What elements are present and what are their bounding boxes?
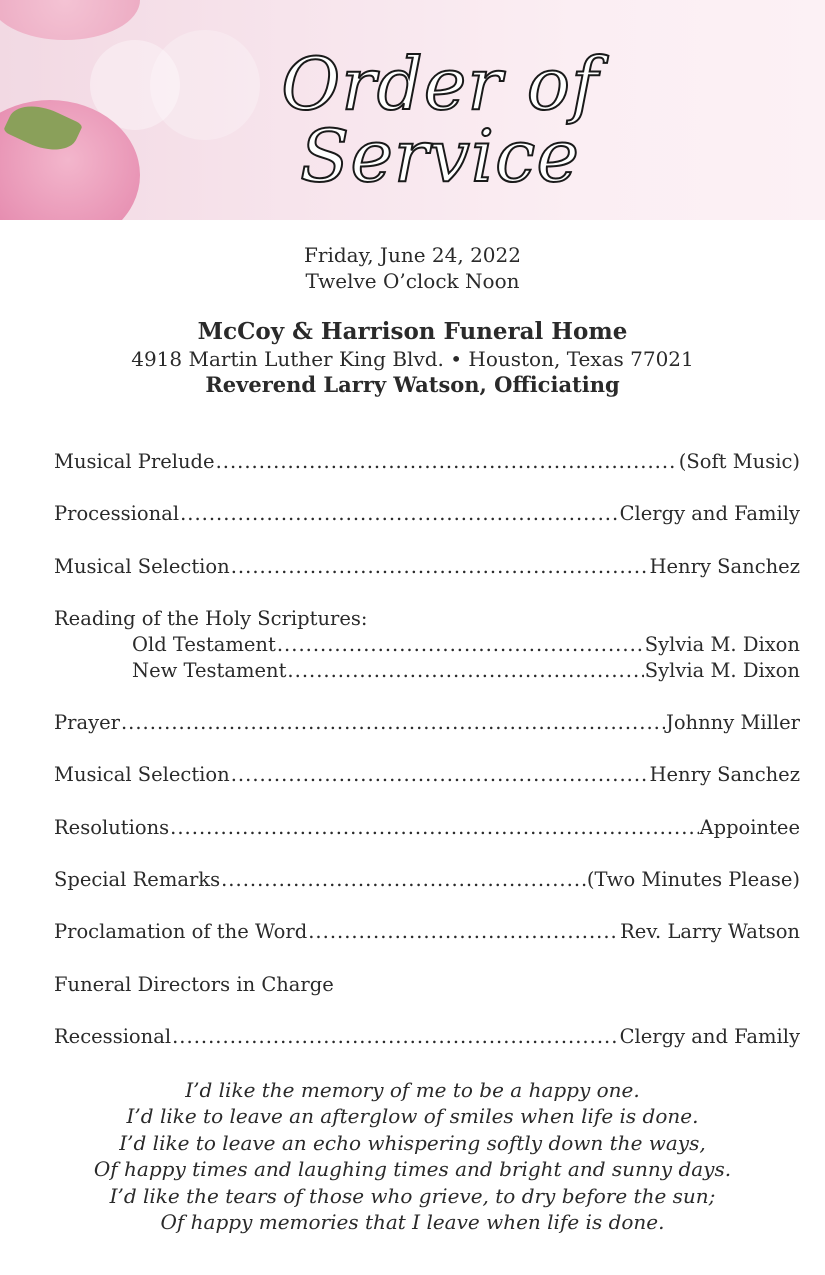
program-item-value: Appointee <box>699 815 800 839</box>
program-item-prelude <box>54 449 800 475</box>
program-item-label: Reading of the Holy Scriptures: <box>54 606 368 630</box>
poem-line: I’d like the tears of those who grieve, to dry before the sun; <box>109 1183 716 1208</box>
program-item-scripture-heading <box>54 606 800 632</box>
program-item-value: Clergy and Family <box>619 1024 800 1048</box>
program-list <box>54 449 800 1050</box>
program-item-value: (Soft Music) <box>678 450 800 473</box>
program-item-selection <box>54 762 800 788</box>
program-item-directors <box>54 972 800 998</box>
program-item-value: Johnny Miller <box>666 711 800 735</box>
dot-leader <box>216 449 678 475</box>
funeral-home-address: 4918 Martin Luther King Blvd. • Houston, Texas 77021 <box>131 347 694 371</box>
program-item-value: Clergy and Family <box>619 502 800 526</box>
officiant: Reverend Larry Watson, Officiating <box>205 372 620 397</box>
program-item-proclamation <box>54 919 800 945</box>
program-item-label: Old Testament <box>132 632 276 656</box>
poem-line: Of happy memories that I leave when life is done. <box>160 1210 665 1235</box>
dot-leader <box>231 554 649 580</box>
program-item-old-testament <box>54 632 800 658</box>
header-banner <box>0 0 825 220</box>
program-item-value: Sylvia M. Dixon <box>644 658 800 682</box>
program-item-new-testament <box>54 658 800 684</box>
page-title: Order of Service <box>281 42 599 198</box>
dot-leader <box>277 632 644 658</box>
service-time: Twelve O’clock Noon <box>305 269 520 293</box>
dot-leader <box>308 919 619 945</box>
program-item-label: Musical Selection <box>54 554 230 578</box>
program-item-label: Prayer <box>54 711 120 735</box>
poem-line: I’d like to leave an afterglow of smiles when life is done. <box>126 1104 699 1129</box>
poem-line: I’d like to leave an echo whispering softly down the ways, <box>119 1130 706 1155</box>
poem-line: I’d like the memory of me to be a happy one. <box>185 1078 640 1102</box>
program-item-value: Sylvia M. Dixon <box>644 632 800 656</box>
program-item-value: Rev. Larry Watson <box>620 920 800 944</box>
program-item-recessional <box>54 1024 800 1050</box>
service-date: Friday, June 24, 2022 <box>304 243 521 267</box>
flower-bud-icon <box>0 0 140 40</box>
dot-leader <box>180 501 619 527</box>
program-item-value: Henry Sanchez <box>649 763 800 787</box>
dot-leader <box>172 1024 618 1050</box>
program-item-label: Musical Selection <box>54 763 230 787</box>
program-item-label: Special Remarks <box>54 868 221 892</box>
program-item-label: New Testament <box>132 658 287 682</box>
program-item-label: Musical Prelude <box>54 450 215 473</box>
program-item-resolutions <box>54 815 800 841</box>
dot-leader <box>231 762 649 788</box>
poem-line: Of happy times and laughing times and bright and sunny days. <box>93 1157 732 1182</box>
dot-leader <box>221 867 586 893</box>
dot-leader <box>287 658 643 684</box>
program-item-label: Proclamation of the Word <box>54 920 308 944</box>
funeral-home-name: McCoy & Harrison Funeral Home <box>197 318 628 345</box>
program-item-processional <box>54 501 800 527</box>
program-item-value: Henry Sanchez <box>649 554 800 578</box>
program-item-label: Processional <box>54 502 180 526</box>
dot-leader <box>170 815 698 841</box>
program-item-remarks <box>54 867 800 893</box>
dot-leader <box>121 710 665 736</box>
program-item-prayer <box>54 710 800 736</box>
memorial-poem <box>0 1077 825 1235</box>
program-item-value: (Two Minutes Please) <box>586 868 800 892</box>
program-item-label: Resolutions <box>54 815 170 839</box>
program-item-label: Recessional <box>54 1024 172 1048</box>
program-item-label: Funeral Directors in Charge <box>54 972 334 996</box>
program-item-selection <box>54 554 800 580</box>
service-datetime <box>0 242 825 294</box>
